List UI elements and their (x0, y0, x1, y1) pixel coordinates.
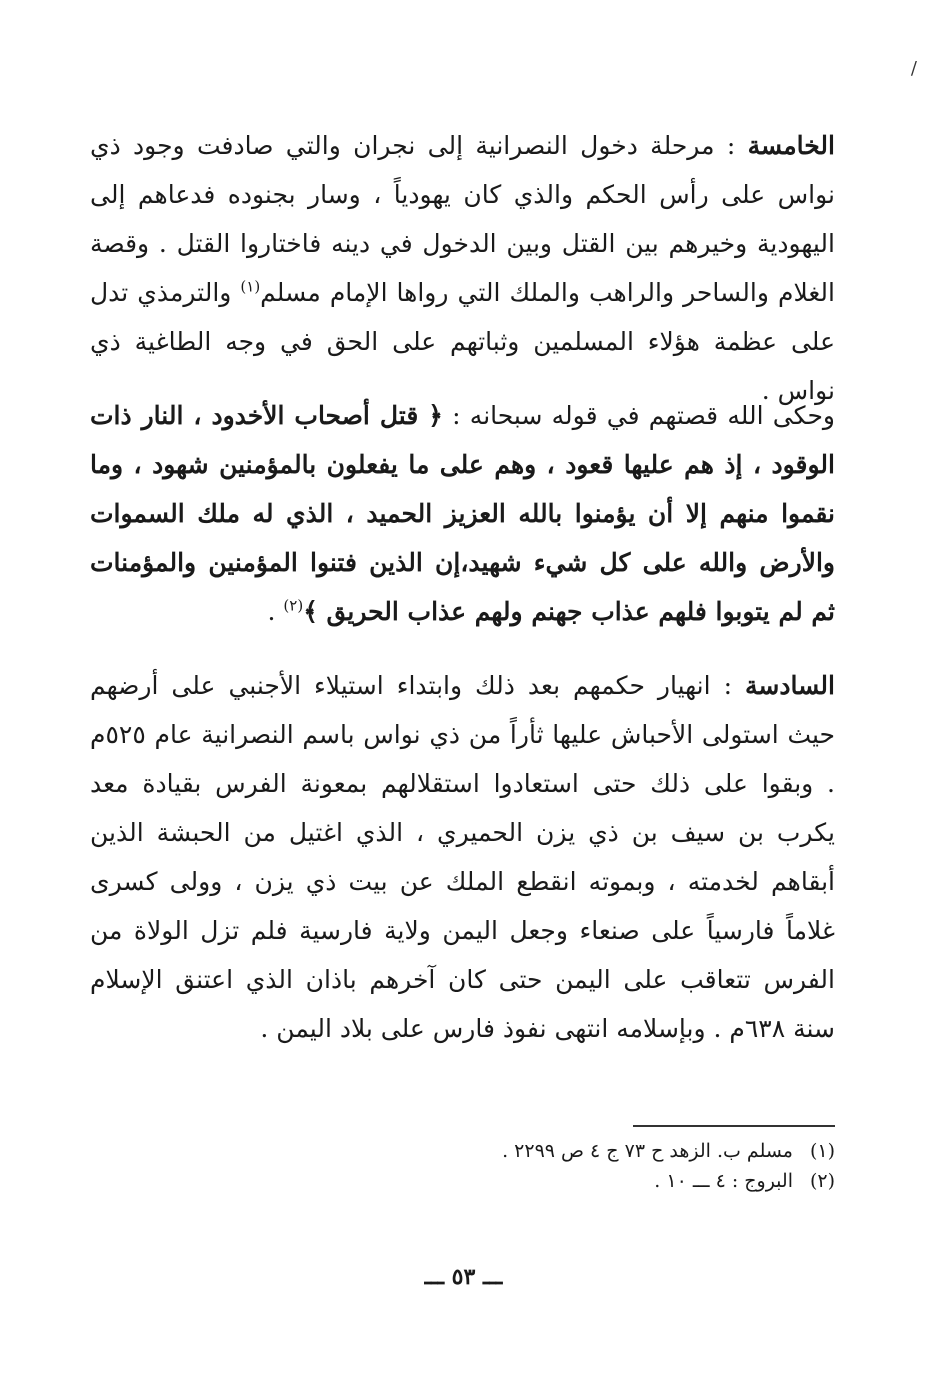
footnotes (90, 1136, 835, 1196)
paragraph-text: : انهيار حكمهم بعد ذلك وابتداء استيلاء الأجنبي على أرضهم حيث استولى الأحباش عليها ثأراً من ذي نواس باسم النصرانية عام ٥٢٥م . وبقوا على ذلك حتى استعادوا استقلالهم بمعونة الفرس بقيادة معد يكرب بن سيف بن ذي يزن الحميري ، الذي اغتيل من الحبشة الذين أبقاهم لخدمته ، وبموته انقطع الملك عن بيت ذي يزن ، وولى كسرى غلاماً فارسياً على صنعاء وجعل اليمن ولاية فارسية فلم تزل الولاة من الفرس تتعاقب على اليمن حتى كان آخرهم باذان الذي اعتنق الإسلام سنة ٦٣٨م . وبإسلامه انتهى نفوذ فارس على بلاد اليمن . (90, 671, 835, 1043)
footnote-divider (633, 1125, 835, 1127)
paragraph-text: : مرحلة دخول النصرانية إلى نجران والتي صادفت وجود ذي نواس على رأس الحكم والذي كان يهودياً ، وسار بجنوده فدعاهم إلى اليهودية وخيرهم بين القتل وبين الدخول في دينه فاختاروا القتل . وقصة الغلام والساحر والراهب والملك التي رواها الإمام مسلم (90, 131, 835, 307)
corner-mark: / (910, 58, 917, 79)
paragraph-fifth-stage (90, 121, 835, 415)
quran-verse: ﴿ قتل أصحاب الأخدود ، النار ذات الوقود ، إذ هم عليها قعود ، وهم على ما يفعلون بالمؤمنين شهود ، وما نقموا منهم إلا أن يؤمنوا بالله العزيز الحميد ، الذي له ملك السموات والأرض والله على كل شيء شهيد،إن الذين فتنوا المؤمنين والمؤمنات ثم لم يتوبوا فلهم عذاب جهنم ولهم عذاب الحريق ﴾ (90, 401, 835, 626)
footnote-text: مسلم ب. الزهد ح ٧٣ ج ٤ ص ٢٢٩٩ . (502, 1140, 793, 1162)
footnote-ref-2: (٢) (283, 596, 304, 615)
footnote-number: (٢) (809, 1170, 835, 1192)
footnote-ref-1: (١) (240, 277, 261, 296)
footnote-number: (١) (809, 1140, 835, 1162)
quote-end: . (267, 597, 284, 626)
page-number: ـــ ٥٣ ـــ (424, 1264, 503, 1290)
paragraph-text-continued: والترمذي تدل على عظمة هؤلاء المسلمين وثباتهم على الحق في وجه الطاغية ذي نواس . (90, 278, 835, 405)
paragraph-lead-sixth: السادسة (745, 671, 835, 700)
footnote-2 (90, 1166, 835, 1196)
paragraph-sixth-stage (90, 661, 835, 1053)
paragraph-quran-quote (90, 391, 835, 636)
footnote-1 (90, 1136, 835, 1166)
footnote-text: البروج : ٤ ـــ ١٠ . (654, 1170, 793, 1192)
paragraph-lead-fifth: الخامسة (747, 131, 835, 160)
quote-intro: وحكى الله قصتهم في قوله سبحانه : (442, 401, 835, 430)
